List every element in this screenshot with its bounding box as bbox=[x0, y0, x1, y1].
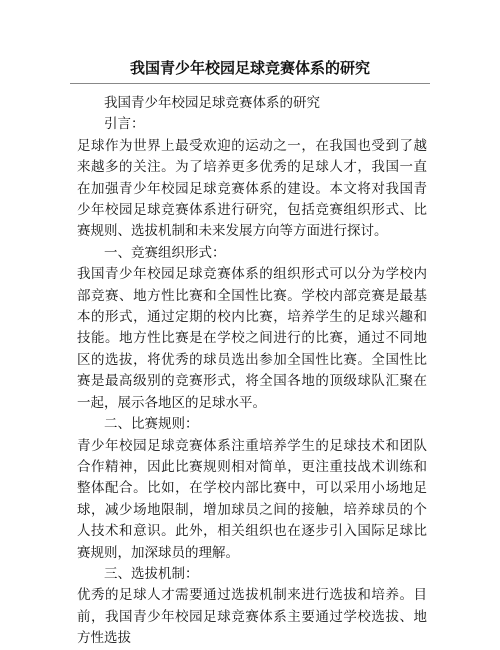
document-body bbox=[77, 93, 427, 650]
document-title: 我国青少年校园足球竞赛体系的研究 bbox=[129, 59, 370, 77]
subtitle-paragraph: 我国青少年校园足球竞赛体系的研究 bbox=[104, 95, 320, 111]
introduction-paragraph: 足球作为世界上最受欢迎的运动之一，在我国也受到了越来越多的关注。为了培养更多优秀的足球人才，我国一直在加强青少年校园足球竞赛体系的建设。本文将对我国青少年校园足球竞赛体系进行研究，包括竞赛组织形式、比赛规则、选拔机制和未来发展方向等方面进行探讨。 bbox=[77, 137, 427, 240]
selection-paragraph: 优秀的足球人才需要通过选拔机制来进行选拔和培养。目前，我国青少年校园足球竞赛体系主要通过学校选拔、地方性选拔 bbox=[77, 587, 427, 647]
introduction-heading: 引言： bbox=[104, 116, 145, 133]
title-divider bbox=[70, 83, 430, 84]
section-heading-rules: 二、比赛规则： bbox=[104, 416, 199, 433]
rules-paragraph: 青少年校园足球竞赛体系注重培养学生的足球技术和团队合作精神，因此比赛规则相对简单，更注重技战术训练和整体配合。比如，在学校内部比赛中，可以采用小场地足球，减少场地限制，增加球员之间的接触，培养球员的个人技术和意识。此外，相关组织也在逐步引入国际足球比赛规则，加深球员的理解。 bbox=[77, 437, 427, 561]
section-heading-selection: 三、选拔机制： bbox=[104, 565, 199, 582]
organization-paragraph: 我国青少年校园足球竞赛体系的组织形式可以分为学校内部竞赛、地方性比赛和全国性比赛。学校内部竞赛是最基本的形式，通过定期的校内比赛，培养学生的足球兴趣和技能。地方性比赛是在学校之间进行的比赛，通过不同地区的选拔，将优秀的球员选出参加全国性比赛。全国性比赛是最高级别的竞赛形式，将全国各地的顶级球队汇聚在一起，展示各地区的足球水平。 bbox=[77, 266, 427, 411]
section-heading-organization: 一、竞赛组织形式： bbox=[104, 244, 226, 261]
